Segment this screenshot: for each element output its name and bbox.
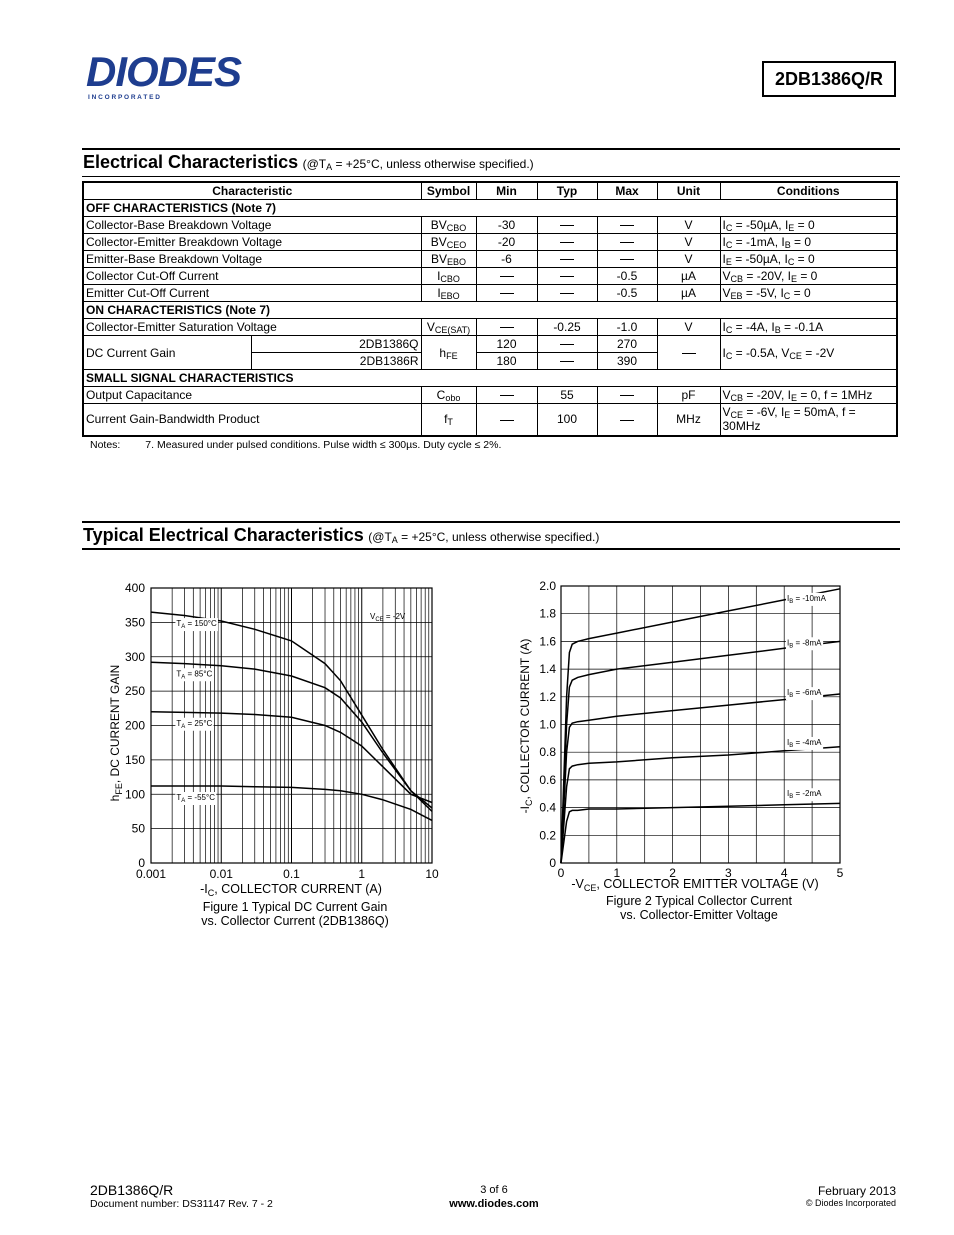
y-tick-label: 1.0: [539, 717, 556, 732]
figure2-grid: [561, 586, 840, 863]
table-row: Collector-Base Breakdown Voltage $BV_{CBO}$ -30 V $I_C = -50\mu A$, $I_E = 0$: [83, 217, 897, 234]
figure2-ticks: [539, 579, 843, 880]
logo-wordmark: DIODES: [86, 50, 242, 95]
category-row-off: OFF CHARACTERISTICS (Note 7): [83, 200, 897, 217]
x-tick-label: 0.001: [135, 867, 167, 881]
footer-date: February 2013: [817, 1184, 896, 1198]
series-label-0: $T_A = 150^\circ C$: [176, 619, 217, 631]
part-number-box: 2DB1386Q/R: [762, 61, 896, 97]
table-row: 2DB1386R 180 390: [83, 353, 897, 370]
table-row: Current Gain-Bandwidth Product $f_T$ 100 MHz $V_{CE} = -6V$, $I_E = 50mA$, f = 30MHz: [83, 404, 897, 436]
table-row: DC Current Gain 2DB1386Q $h_{FE}$ 120 270 $I_C = -0.5A$, $V_{CE} = -2V$: [83, 336, 897, 353]
x-tick-label: 1: [358, 867, 366, 881]
section-rule-bottom: [82, 176, 900, 177]
y-tick-label: 1.4: [539, 662, 556, 677]
figure2-ylabel: $-I_C$, COLLECTOR CURRENT (A): [518, 638, 534, 814]
table-row: Emitter Cut-Off Current $I_{EBO}$ -0.5 µA $V_{EB} = -5V$, $I_C = 0$: [83, 285, 897, 302]
note-7: 7. Measured under pulsed conditions. Pulse width ≤ 300µs. Duty cycle ≤ 2%.: [145, 439, 502, 451]
figure1-xlabel: $-I_C$, COLLECTOR CURRENT (A): [200, 882, 382, 898]
notes-label: Notes:: [90, 439, 121, 451]
y-tick-label: 0.8: [539, 745, 556, 760]
series-label-1: $T_A = 85^\circ C$: [176, 669, 213, 681]
section-rule-top: [82, 148, 900, 150]
x-tick-label: 1: [613, 866, 621, 880]
table-row: Emitter-Base Breakdown Voltage $BV_{EBO}$ -6 V $I_E = -50\mu A$, $I_C = 0$: [83, 251, 897, 268]
col-min: Min: [476, 182, 537, 200]
table-row: Collector-Emitter Breakdown Voltage $BV_{CEO}$ -20 V $I_C = -1mA$, $I_B = 0$: [83, 234, 897, 251]
diodes-logo: [86, 50, 266, 102]
series-label-0: $I_B = -10mA$: [786, 593, 826, 605]
col-typ: Typ: [537, 182, 597, 200]
x-tick-label: 0.01: [209, 867, 233, 881]
series-label-3: $T_A = -55^\circ C$: [176, 793, 215, 804]
x-tick-label: 10: [425, 867, 439, 881]
footer-part: 2DB1386Q/R: [90, 1182, 174, 1198]
x-tick-label: 0.1: [283, 867, 300, 881]
electrical-title: Electrical Characteristics: [83, 152, 299, 172]
y-tick-label: 100: [124, 787, 145, 802]
y-tick-label: 0: [549, 856, 556, 870]
footer-left: [90, 1182, 273, 1210]
y-tick-label: 0: [138, 856, 145, 870]
y-tick-label: 150: [124, 752, 145, 767]
col-symbol: Symbol: [421, 182, 476, 200]
figure2-xlabel: $-V_{CE}$, COLLECTOR EMITTER VOLTAGE (V): [571, 877, 819, 893]
table-row: Output Capacitance $C_{obo}$ 55 pF $V_{CB} = -20V$, $I_E = 0$, f = 1MHz: [83, 387, 897, 404]
col-characteristic: Characteristic: [83, 182, 421, 200]
figure1-chart: [100, 578, 460, 898]
footer-docnum: Document number: DS31147 Rev. 7 - 2: [90, 1198, 273, 1210]
series-label-3: $I_B = -4mA$: [786, 737, 822, 749]
y-tick-label: 350: [124, 615, 145, 630]
figure2-chart: [510, 578, 870, 898]
series-label-2: $I_B = -6mA$: [786, 688, 822, 700]
figure1-annotation: $V_{CE} = -2V$: [370, 612, 406, 623]
typical-heading: [83, 525, 599, 546]
electrical-heading: [83, 152, 534, 173]
x-tick-label: 4: [780, 866, 788, 880]
notes: [90, 439, 501, 451]
y-tick-label: 50: [131, 821, 145, 836]
category-row-small-signal: SMALL SIGNAL CHARACTERISTICS: [83, 370, 897, 387]
series-label-4: $I_B = -2mA$: [786, 789, 822, 801]
y-tick-label: 2.0: [539, 579, 556, 593]
figure1-ylabel: $h_{FE}$, DC CURRENT GAIN: [108, 664, 124, 802]
table-row: Collector Cut-Off Current $I_{CBO}$ -0.5 µA $V_{CB} = -20V$, $I_E = 0$: [83, 268, 897, 285]
typical-rule-bottom: [82, 548, 900, 550]
footer-page: 3 of 6: [480, 1184, 508, 1196]
col-conditions: Conditions: [720, 182, 897, 200]
electrical-conditions: ($@T_A = +25^\circ C$, unless otherwise specified.): [302, 157, 534, 172]
logo-tagline: I N C O R P O R A T E D: [88, 94, 160, 101]
footer-copyright: © Diodes Incorporated: [805, 1198, 896, 1208]
typical-title: Typical Electrical Characteristics: [83, 525, 364, 545]
figure1-caption: Figure 1 Typical DC Current Gain vs. Collector Current (2DB1386Q): [201, 900, 389, 928]
footer-right: [806, 1184, 896, 1208]
y-tick-label: 0.4: [539, 800, 556, 815]
table-header-row: [83, 182, 897, 200]
y-tick-label: 300: [124, 649, 145, 664]
col-unit: Unit: [657, 182, 720, 200]
typical-rule-top: [82, 521, 900, 523]
figure2-caption: Figure 2 Typical Collector Current vs. Collector-Emitter Voltage: [606, 894, 792, 922]
x-tick-label: 5: [836, 866, 844, 880]
series-label-2: $T_A = 25^\circ C$: [176, 718, 213, 730]
footer-url[interactable]: www.diodes.com: [449, 1198, 539, 1210]
y-tick-label: 1.8: [539, 606, 556, 621]
y-tick-label: 1.6: [539, 634, 556, 649]
y-tick-label: 0.2: [539, 828, 556, 843]
x-tick-label: 3: [725, 866, 732, 880]
col-max: Max: [597, 182, 657, 200]
y-tick-label: 250: [124, 684, 145, 699]
x-tick-label: 2: [669, 866, 676, 880]
table-row: Collector-Emitter Saturation Voltage $V_{CE(SAT)}$ -0.25 -1.0 V $I_C = -4A$, $I_B = -0.1A$: [83, 319, 897, 336]
y-tick-label: 1.2: [539, 689, 556, 704]
category-row-on: ON CHARACTERISTICS (Note 7): [83, 302, 897, 319]
x-tick-label: 0: [557, 866, 565, 880]
footer-center: [400, 1183, 588, 1211]
electrical-characteristics-table: [82, 181, 898, 437]
series-label-1: $I_B = -8mA$: [786, 638, 822, 650]
y-tick-label: 0.6: [539, 772, 556, 787]
y-tick-label: 400: [124, 581, 145, 595]
typical-conditions: ($@T_A = +25^\circ C$, unless otherwise specified.): [368, 530, 600, 545]
y-tick-label: 200: [124, 718, 145, 733]
